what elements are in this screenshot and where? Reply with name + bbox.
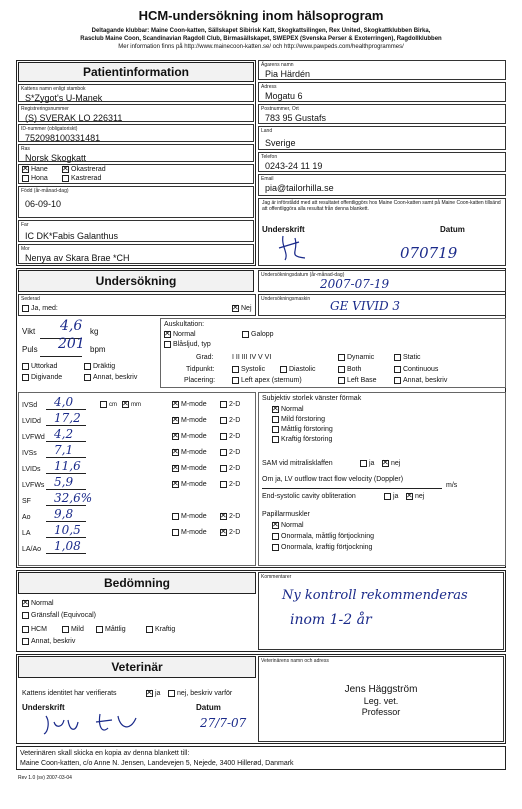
grade-label: Grad: bbox=[196, 354, 214, 361]
twod-checkbox[interactable] bbox=[220, 401, 227, 408]
assess-moderate-checkbox[interactable] bbox=[96, 626, 103, 633]
pap-severe-checkbox[interactable] bbox=[272, 544, 279, 551]
other-condition-label: Annat, beskriv bbox=[93, 374, 138, 381]
measure-line bbox=[46, 521, 86, 522]
twod-checkbox[interactable] bbox=[220, 417, 227, 424]
footer-line-1: Veterinären skall skicka en kopia av denna blankett till: bbox=[20, 750, 190, 757]
unneutered-label: Okastrerad bbox=[71, 166, 106, 173]
unit-mm-label: mm bbox=[131, 402, 141, 408]
sex-female-checkbox[interactable] bbox=[22, 175, 29, 182]
sam-yes-checkbox[interactable] bbox=[360, 460, 367, 467]
twod-label: 2-D bbox=[229, 529, 241, 536]
pulse-label: Puls bbox=[22, 345, 38, 354]
twod-label: 2-D bbox=[229, 433, 241, 440]
timing-systolic-label: Systolic bbox=[241, 366, 266, 373]
mmode-label: M-mode bbox=[181, 465, 207, 472]
vet-role: Professor bbox=[361, 707, 401, 717]
identity-label: Kattens identitet har verifierats bbox=[22, 690, 117, 697]
mmode-checkbox[interactable] bbox=[172, 433, 179, 440]
assess-equivocal-checkbox[interactable] bbox=[22, 612, 29, 619]
mmode-label: M-mode bbox=[181, 417, 207, 424]
comment-line-1: Ny kontroll rekommenderas bbox=[282, 588, 468, 603]
owner-signature-label: Underskrift bbox=[262, 225, 305, 234]
revision-label: Rev 1.0 (sv) 2007-03-04 bbox=[18, 775, 72, 781]
mmode-label: M-mode bbox=[181, 433, 207, 440]
la-severe-label: Kraftig förstoring bbox=[281, 436, 333, 443]
cavity-no-label: nej bbox=[415, 493, 425, 500]
lvot-label: Om ja, LV outflow tract flow velocity (Doppler) bbox=[262, 476, 404, 483]
measure-value: 5,9 bbox=[54, 475, 74, 489]
lactating-checkbox[interactable] bbox=[22, 374, 29, 381]
breed: Norsk Skogkatt bbox=[25, 153, 87, 163]
assess-other-label: Annat, beskriv bbox=[31, 638, 76, 645]
timing-systolic-checkbox[interactable] bbox=[232, 366, 239, 373]
mmode-checkbox[interactable] bbox=[172, 481, 179, 488]
measure-line bbox=[46, 441, 86, 442]
vet-heading: Veterinär bbox=[111, 660, 163, 674]
owner-sign-date: 070719 bbox=[400, 244, 458, 262]
sam-no-checkbox[interactable] bbox=[382, 460, 389, 467]
owner-country-field[interactable]: Land Sverige bbox=[258, 126, 506, 150]
owner-date-label: Datum bbox=[440, 225, 465, 234]
pulse-line bbox=[40, 356, 82, 357]
ausc-murmur-checkbox[interactable] bbox=[164, 341, 171, 348]
exam-date-field[interactable]: Undersökningsdatum (år-månad-dag) bbox=[258, 270, 506, 292]
exam-machine-field[interactable]: Undersökningsmaskin bbox=[258, 294, 506, 316]
place-leftbase-checkbox[interactable] bbox=[338, 377, 345, 384]
weight-value: 4,6 bbox=[60, 318, 83, 334]
sam-no-label: nej bbox=[391, 460, 401, 467]
header-info-link[interactable]: Mer information finns på http://www.mainecoon-katten.se/ och http://www.pawpeds.com/healthprogrammes/ bbox=[118, 44, 404, 50]
assess-normal-checkbox[interactable] bbox=[22, 600, 29, 607]
timing-diastolic-label: Diastolic bbox=[289, 366, 316, 373]
pregnant-checkbox[interactable] bbox=[84, 363, 91, 370]
measure-value: 32,6% bbox=[54, 491, 93, 505]
dehydrated-checkbox[interactable] bbox=[22, 363, 29, 370]
twod-checkbox[interactable] bbox=[220, 465, 227, 472]
place-leftapex-checkbox[interactable] bbox=[232, 377, 239, 384]
mmode-label: M-mode bbox=[181, 513, 207, 520]
dynamic-label: Dynamic bbox=[347, 354, 375, 361]
ausc-normal-label: Normal bbox=[173, 331, 196, 338]
owner-email-field[interactable]: Email pia@tailorhilla.se bbox=[258, 174, 506, 196]
assess-normal-label: Normal bbox=[31, 600, 54, 607]
measure-label: LA/Ao bbox=[22, 546, 42, 553]
static-checkbox[interactable] bbox=[394, 354, 401, 361]
vet-title: Leg. vet. bbox=[363, 696, 399, 706]
la-moderate-checkbox[interactable] bbox=[272, 426, 279, 433]
mmode-label: M-mode bbox=[181, 449, 207, 456]
owner-address: Mogatu 6 bbox=[265, 91, 303, 101]
timing-both-checkbox[interactable] bbox=[338, 366, 345, 373]
sedated-no-label: Nej bbox=[241, 305, 252, 312]
measure-line bbox=[46, 553, 86, 554]
measure-label: LVIDs bbox=[22, 466, 41, 473]
measure-value: 4,0 bbox=[54, 395, 74, 409]
twod-checkbox[interactable] bbox=[220, 529, 227, 536]
la-moderate-label: Måttlig förstoring bbox=[281, 426, 333, 433]
exam-machine: GE VIVID 3 bbox=[330, 299, 401, 313]
identity-yes-label: ja bbox=[155, 690, 161, 697]
placement-label: Placering: bbox=[184, 377, 216, 384]
assess-hcm-label: HCM bbox=[31, 626, 47, 633]
assess-mild-checkbox[interactable] bbox=[62, 626, 69, 633]
pap-normal-checkbox[interactable] bbox=[272, 522, 279, 529]
papillary-label: Papillarmuskler bbox=[262, 511, 310, 518]
weight-unit: kg bbox=[90, 327, 99, 336]
patient-heading: Patientinformation bbox=[82, 65, 189, 79]
measure-line bbox=[46, 489, 86, 490]
measure-value: 17,2 bbox=[54, 411, 81, 425]
unit-cm-label: cm bbox=[109, 402, 117, 408]
owner-country: Sverige bbox=[265, 138, 296, 148]
unneutered-checkbox[interactable] bbox=[62, 166, 69, 173]
sedation-field: Sederad bbox=[18, 294, 256, 316]
grade-options[interactable]: I II III IV V VI bbox=[232, 354, 272, 361]
owner-phone-field[interactable]: Telefon 0243-24 11 19 bbox=[258, 152, 506, 172]
measure-value: 10,5 bbox=[54, 523, 81, 537]
measure-line bbox=[46, 409, 86, 410]
cat-name-field[interactable]: Kattens namn enligt stambok S*Zygot's U-Manek bbox=[18, 84, 254, 102]
pap-mild-checkbox[interactable] bbox=[272, 533, 279, 540]
ausc-gallop-label: Galopp bbox=[251, 331, 274, 338]
pregnant-label: Dräktig bbox=[93, 363, 116, 370]
reg-field[interactable]: Registreringsnummer (S) SVERAK LO 226311 bbox=[18, 104, 254, 122]
mmode-checkbox[interactable] bbox=[172, 449, 179, 456]
owner-signature bbox=[275, 234, 335, 264]
timing-continuous-checkbox[interactable] bbox=[394, 366, 401, 373]
owner-address-field[interactable]: Adress Mogatu 6 bbox=[258, 82, 506, 102]
father-field[interactable]: Far IC DK*Fabis Galanthus bbox=[18, 220, 254, 242]
mmode-checkbox[interactable] bbox=[172, 417, 179, 424]
measure-line bbox=[46, 505, 86, 506]
header-clubs-1: Deltagande klubbar: Maine Coon-katten, Sällskapet Sibirisk Katt, Skogkattsilingen, Rex United, Skogkattklubben Birka, bbox=[91, 28, 431, 34]
dehydrated-label: Uttorkad bbox=[31, 363, 58, 370]
cavity-no-checkbox[interactable] bbox=[406, 493, 413, 500]
footer-line-2: Maine Coon-katten, c/o Anne N. Jensen, Landevejen 5, Nejede, 3400 Hillerød, Danmark bbox=[20, 760, 294, 767]
identity-no-label: nej, beskriv varför bbox=[177, 690, 233, 697]
measure-label: IVSd bbox=[22, 402, 38, 409]
page-title: HCM-undersökning inom hälsoprogram bbox=[138, 8, 384, 23]
comment-line-2: inom 1-2 år bbox=[290, 612, 372, 628]
ausc-gallop-checkbox[interactable] bbox=[242, 331, 249, 338]
auscultation-label: Auskultation: bbox=[164, 321, 205, 328]
identity-yes-checkbox[interactable] bbox=[146, 690, 153, 697]
mmode-label: M-mode bbox=[181, 481, 207, 488]
twod-label: 2-D bbox=[229, 401, 241, 408]
assess-mild-label: Mild bbox=[71, 626, 84, 633]
pulse-value: 201 bbox=[58, 336, 85, 352]
cat-name: S*Zygot's U-Manek bbox=[25, 93, 103, 103]
vet-name-box: Veterinärens namn och adress bbox=[258, 656, 504, 742]
cavity-yes-checkbox[interactable] bbox=[384, 493, 391, 500]
assess-hcm-checkbox[interactable] bbox=[22, 626, 29, 633]
la-normal-label: Normal bbox=[281, 406, 304, 413]
vet-date-label: Datum bbox=[196, 703, 221, 712]
assess-moderate-label: Måttlig bbox=[105, 626, 126, 633]
measure-value: 1,08 bbox=[54, 539, 81, 553]
ausc-normal-checkbox[interactable] bbox=[164, 331, 171, 338]
place-other-checkbox[interactable] bbox=[394, 377, 401, 384]
mmode-label: M-mode bbox=[181, 529, 207, 536]
sex-male-checkbox[interactable] bbox=[22, 166, 29, 173]
ausc-murmur-label: Blåsljud, typ bbox=[173, 341, 211, 348]
lactating-label: Digivande bbox=[31, 374, 63, 381]
owner-email: pia@tailorhilla.se bbox=[265, 183, 334, 193]
sedated-yes-label: Ja, med: bbox=[31, 305, 58, 312]
vet-name: Jens Häggström bbox=[344, 684, 418, 695]
weight-label: Vikt bbox=[22, 327, 36, 336]
lvot-unit: m/s bbox=[446, 482, 458, 489]
measure-value: 7,1 bbox=[54, 443, 74, 457]
sedated-yes-checkbox[interactable] bbox=[22, 305, 29, 312]
chip-number: 752098100331481 bbox=[25, 133, 101, 143]
father-name: IC DK*Fabis Galanthus bbox=[25, 231, 119, 241]
assess-other-checkbox[interactable] bbox=[22, 638, 29, 645]
timing-continuous-label: Continuous bbox=[403, 366, 439, 373]
exam-heading: Undersökning bbox=[95, 274, 177, 288]
owner-name-field[interactable]: Ägarens namn Pia Härdén bbox=[258, 60, 506, 80]
measure-line bbox=[46, 537, 86, 538]
twod-label: 2-D bbox=[229, 513, 241, 520]
breed-field[interactable]: Ras Norsk Skogkatt bbox=[18, 144, 254, 162]
mmode-checkbox[interactable] bbox=[172, 529, 179, 536]
assess-severe-checkbox[interactable] bbox=[146, 626, 153, 633]
sedated-no-checkbox[interactable] bbox=[232, 305, 239, 312]
timing-both-label: Both bbox=[347, 366, 362, 373]
cavity-label: End-systolic cavity obliteration bbox=[262, 493, 356, 500]
exam-date: 2007-07-19 bbox=[320, 277, 390, 291]
la-mild-checkbox[interactable] bbox=[272, 416, 279, 423]
lvot-line bbox=[262, 488, 442, 489]
measure-label: LVIDd bbox=[22, 418, 41, 425]
pap-mild-label: Onormala, måttlig förtjockning bbox=[281, 533, 374, 540]
twod-label: 2-D bbox=[229, 481, 241, 488]
measure-label: IVSs bbox=[22, 450, 37, 457]
assess-severe-label: Kraftig bbox=[155, 626, 176, 633]
birth-field[interactable]: Född (år-månad-dag) 06-09-10 bbox=[18, 186, 254, 218]
static-label: Static bbox=[403, 354, 421, 361]
sam-label: SAM vid mitralisklaffen bbox=[262, 460, 333, 467]
place-leftbase-label: Left Base bbox=[347, 377, 377, 384]
twod-checkbox[interactable] bbox=[220, 481, 227, 488]
owner-name: Pia Härdén bbox=[265, 69, 311, 79]
twod-label: 2-D bbox=[229, 449, 241, 456]
vet-signature-label: Underskrift bbox=[22, 703, 65, 712]
pap-severe-label: Onormala, kraftig förtjockning bbox=[281, 544, 373, 551]
owner-zip: 783 95 Gustafs bbox=[265, 113, 327, 123]
mother-field[interactable]: Mor Nenya av Skara Brae *CH bbox=[18, 244, 254, 264]
assessment-heading: Bedömning bbox=[104, 576, 170, 590]
sam-yes-label: ja bbox=[369, 460, 375, 467]
sex-field bbox=[18, 164, 254, 184]
subjective-title: Subjektiv storlek vänster förmak bbox=[262, 395, 362, 402]
dynamic-checkbox[interactable] bbox=[338, 354, 345, 361]
chip-field[interactable]: ID-nummer (obligatoriskt) 752098100331481 bbox=[18, 124, 254, 142]
twod-label: 2-D bbox=[229, 417, 241, 424]
measure-label: Ao bbox=[22, 514, 31, 521]
measure-value: 9,8 bbox=[54, 507, 74, 521]
neutered-label: Kastrerad bbox=[71, 175, 102, 182]
measure-value: 4,2 bbox=[54, 427, 74, 441]
unit-cm-checkbox[interactable] bbox=[100, 401, 107, 408]
mmode-label: M-mode bbox=[181, 401, 207, 408]
mmode-checkbox[interactable] bbox=[172, 465, 179, 472]
twod-label: 2-D bbox=[229, 465, 241, 472]
measure-line bbox=[46, 457, 86, 458]
measure-label: SF bbox=[22, 498, 31, 505]
comment-box[interactable]: Kommentarer bbox=[258, 572, 504, 650]
measure-line bbox=[46, 473, 86, 474]
pap-normal-label: Normal bbox=[281, 522, 304, 529]
place-other-label: Annat, beskriv bbox=[403, 377, 448, 384]
pulse-unit: bpm bbox=[90, 345, 106, 354]
vet-signature bbox=[40, 708, 150, 738]
place-leftapex-label: Left apex (sternum) bbox=[241, 377, 302, 384]
mmode-checkbox[interactable] bbox=[172, 513, 179, 520]
measure-label: LVFWs bbox=[22, 482, 45, 489]
twod-checkbox[interactable] bbox=[220, 449, 227, 456]
neutered-checkbox[interactable] bbox=[62, 175, 69, 182]
timing-diastolic-checkbox[interactable] bbox=[280, 366, 287, 373]
measure-value: 11,6 bbox=[54, 459, 81, 473]
assess-equivocal-label: Gränsfall (Equivocal) bbox=[31, 612, 96, 619]
la-severe-checkbox[interactable] bbox=[272, 436, 279, 443]
vet-sign-date: 27/7-07 bbox=[200, 716, 247, 730]
identity-no-checkbox[interactable] bbox=[168, 690, 175, 697]
sex-female-label: Hona bbox=[31, 175, 48, 182]
reg-number: (S) SVERAK LO 226311 bbox=[25, 113, 123, 123]
birth-date: 06-09-10 bbox=[25, 199, 62, 209]
measure-line bbox=[46, 425, 86, 426]
timing-label: Tidpunkt: bbox=[186, 366, 215, 373]
owner-zip-field[interactable]: Postnummer, Ort 783 95 Gustafs bbox=[258, 104, 506, 124]
mmode-checkbox[interactable] bbox=[172, 401, 179, 408]
cavity-yes-label: ja bbox=[393, 493, 399, 500]
header-clubs-2: Rasclub Maine Coon, Scandinavian Ragdoll Club, Birmasällskapet, SWEPEX (Svenska Perser & Exoterringen), Ragdollklubben bbox=[80, 36, 442, 42]
sex-male-label: Hane bbox=[31, 166, 48, 173]
mother-name: Nenya av Skara Brae *CH bbox=[25, 253, 130, 263]
unit-mm-checkbox[interactable] bbox=[122, 401, 129, 408]
la-mild-label: Mild förstoring bbox=[281, 416, 325, 423]
owner-phone: 0243-24 11 19 bbox=[265, 161, 323, 171]
la-normal-checkbox[interactable] bbox=[272, 406, 279, 413]
measure-label: LA bbox=[22, 530, 31, 537]
twod-checkbox[interactable] bbox=[220, 433, 227, 440]
measure-label: LVFWd bbox=[22, 434, 45, 441]
twod-checkbox[interactable] bbox=[220, 513, 227, 520]
other-condition-checkbox[interactable] bbox=[84, 374, 91, 381]
owner-consent-text: Jag är införstådd med att resultatet offentliggörs hos Maine Coon-katten samt på Maine Coon-katten tillsänd att offentliggöra alla resultat från denna blankett. bbox=[262, 200, 501, 212]
